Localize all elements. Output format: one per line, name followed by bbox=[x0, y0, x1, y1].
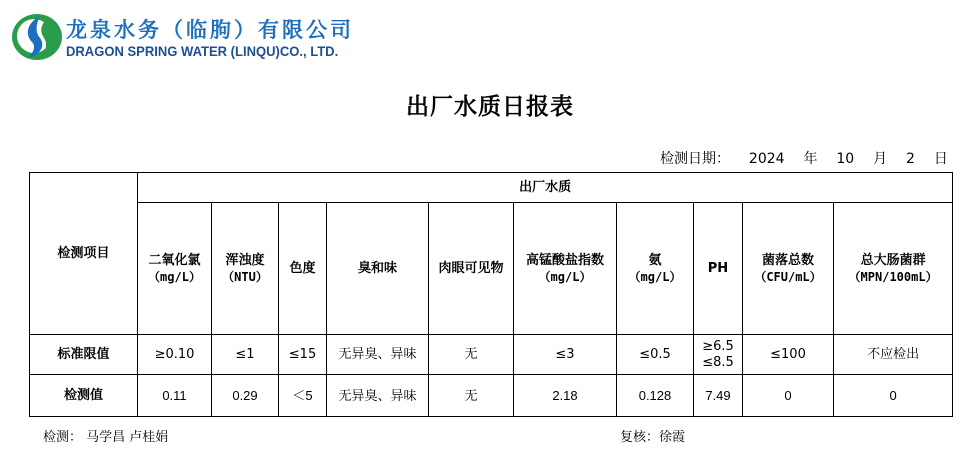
reviewer-signature: 复核：徐霞 bbox=[620, 430, 686, 445]
water-drop-swirl-icon bbox=[10, 12, 64, 62]
table-column-header-row bbox=[30, 203, 953, 335]
date-day-unit: 日 bbox=[933, 151, 948, 167]
table-cell: ≤100 bbox=[743, 335, 834, 375]
column-header: 二氧化氯 （mg/L） bbox=[138, 203, 212, 335]
table-cell: 无 bbox=[429, 335, 514, 375]
table-cell: 无异臭、异味 bbox=[327, 375, 429, 417]
table-cell: 不应检出 bbox=[834, 335, 953, 375]
table-cell: 7.49 bbox=[694, 375, 743, 417]
company-logo bbox=[10, 12, 64, 62]
column-header: 氨 （mg/L） bbox=[617, 203, 694, 335]
table-cell: ≤1 bbox=[212, 335, 279, 375]
table-cell: 0 bbox=[834, 375, 953, 417]
inspector-signature: 检测： 马学昌 卢桂娟 bbox=[43, 430, 169, 445]
column-header: 臭和味 bbox=[327, 203, 429, 335]
date-label: 检测日期： bbox=[660, 151, 730, 167]
inspection-date bbox=[660, 148, 948, 168]
date-day: 2 bbox=[906, 151, 915, 167]
column-header: 浑浊度 （NTU） bbox=[212, 203, 279, 335]
water-quality-table bbox=[29, 172, 953, 417]
table-cell: 2.18 bbox=[514, 375, 617, 417]
column-header: 色度 bbox=[279, 203, 327, 335]
date-month-unit: 月 bbox=[873, 151, 888, 167]
table-cell: 0.128 bbox=[617, 375, 694, 417]
row-header-title: 检测项目 bbox=[30, 173, 138, 335]
table-cell: 0.11 bbox=[138, 375, 212, 417]
date-year: 2024 bbox=[748, 151, 785, 167]
column-header: 肉眼可见物 bbox=[429, 203, 514, 335]
company-name-en: DRAGON SPRING WATER (LINQU)CO., LTD. bbox=[66, 43, 339, 59]
table-cell: ≤15 bbox=[279, 335, 327, 375]
column-header: 总大肠菌群 （MPN/100mL） bbox=[834, 203, 953, 335]
table-cell: 0 bbox=[743, 375, 834, 417]
standard-limit-row bbox=[30, 335, 953, 375]
date-year-unit: 年 bbox=[803, 151, 818, 167]
table-cell: ≤3 bbox=[514, 335, 617, 375]
table-cell: 无异臭、异味 bbox=[327, 335, 429, 375]
report-title: 出厂水质日报表 bbox=[406, 93, 574, 120]
column-header: 高锰酸盐指数 （mg/L） bbox=[514, 203, 617, 335]
column-header: 菌落总数 （CFU/mL） bbox=[743, 203, 834, 335]
column-header: PH bbox=[694, 203, 743, 335]
table-cell-ph-range bbox=[694, 335, 743, 375]
table-cell: ≥0.10 bbox=[138, 335, 212, 375]
date-month: 10 bbox=[836, 151, 855, 167]
group-title: 出厂水质 bbox=[138, 173, 953, 203]
table-cell: ＜5 bbox=[279, 375, 327, 417]
row-label: 检测值 bbox=[30, 375, 138, 417]
table-cell: 无 bbox=[429, 375, 514, 417]
table-cell: 0.29 bbox=[212, 375, 279, 417]
table-cell: ≤0.5 bbox=[617, 335, 694, 375]
measured-value-row bbox=[30, 375, 953, 417]
ph-min: ≥6.5 bbox=[702, 338, 734, 354]
ph-max: ≤8.5 bbox=[702, 354, 734, 370]
row-label: 标准限值 bbox=[30, 335, 138, 375]
table-group-header-row bbox=[30, 173, 953, 203]
company-name-cn: 龙泉水务（临朐）有限公司 bbox=[66, 18, 354, 42]
